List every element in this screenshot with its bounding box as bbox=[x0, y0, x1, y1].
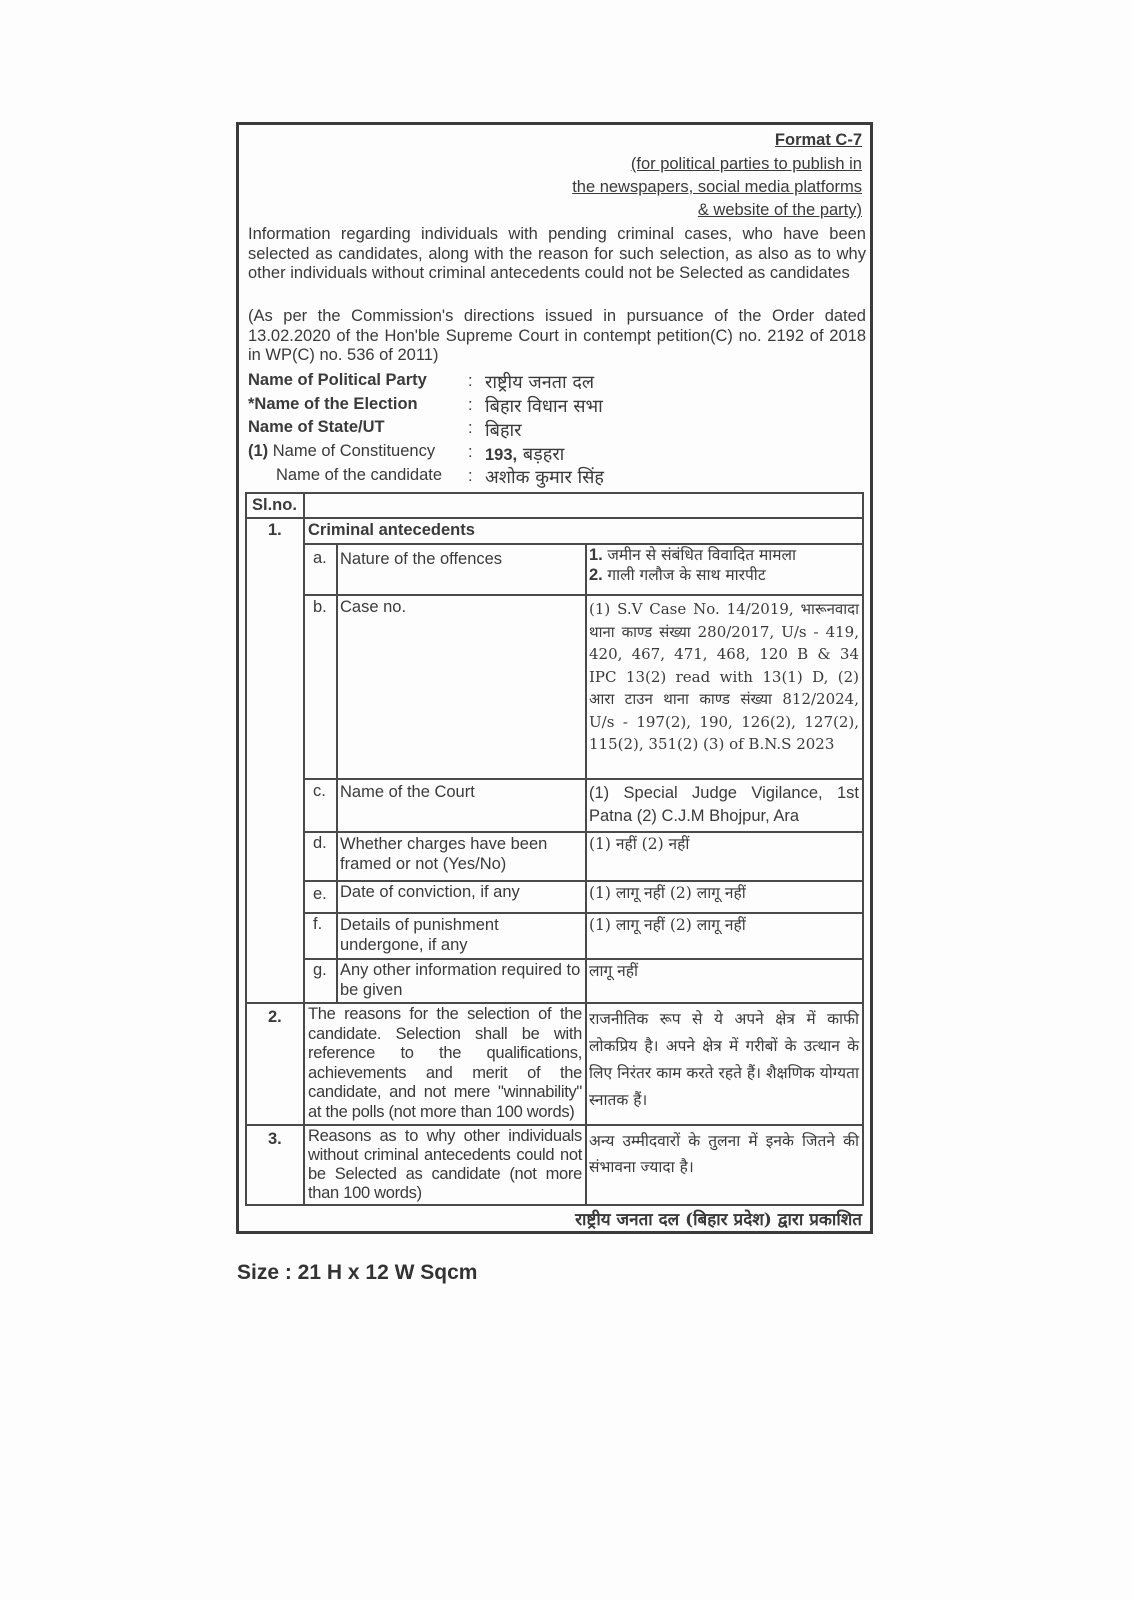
row-b-label: Case no. bbox=[340, 598, 407, 616]
directive-paragraph: (As per the Commission's directions issued in pursuance of the Order dated 13.02.2020 of the Hon'ble Supreme Court in contempt petition(C) no. 2192 of 2018 in WP(C) no. 536 of 2011) bbox=[248, 307, 866, 365]
format-subtitle-line-1: (for political parties to publish in bbox=[630, 155, 862, 173]
table-border-right bbox=[862, 492, 864, 1206]
format-subtitle-line-2: the newspapers, social media platforms bbox=[572, 178, 862, 196]
row-b-letter: b. bbox=[313, 598, 327, 616]
section-2-label: The reasons for the selection of the candidate. Selection shall be with reference to the qualifications, achievements and merit of the candidate, and not mere "winnability" at the polls (not more than 100 words) bbox=[308, 1005, 582, 1121]
offence-2-text: गाली गलौज के साथ मारपीट bbox=[607, 565, 766, 584]
row-g-label: Any other information required to be given bbox=[340, 961, 581, 999]
party-label: Name of Political Party bbox=[248, 371, 427, 389]
state-value: बिहार bbox=[485, 420, 522, 441]
election-colon: : bbox=[468, 396, 473, 414]
offence-1-text: जमीन से संबंधित विवादित मामला bbox=[607, 546, 797, 564]
state-colon: : bbox=[468, 419, 473, 437]
row-a-label: Nature of the offences bbox=[340, 550, 503, 568]
row-f-label: Details of punishment undergone, if any bbox=[340, 916, 499, 954]
constituency-prefix: (1) bbox=[248, 442, 269, 460]
section-2-value: राजनीतिक रूप से ये अपने क्षेत्र में काफी लोकप्रिय है। अपने क्षेत्र में गरीबों के उत्थान के लिए निरंतर काम करते रहते हैं। शैक्षणिक योग्यता स्नातक हैं। bbox=[589, 1010, 859, 1109]
constituency-label-text: Name of Constituency bbox=[272, 442, 436, 460]
row-divider bbox=[303, 594, 864, 596]
constituency-colon: : bbox=[468, 443, 473, 461]
value-column-divider bbox=[585, 543, 587, 1205]
constituency-value bbox=[485, 442, 564, 466]
row-c-value: (1) Special Judge Vigilance, 1st Patna (2) C.J.M Bhojpur, Ara bbox=[589, 784, 859, 825]
section-1-number: 1. bbox=[268, 521, 282, 539]
table-border-left bbox=[245, 492, 247, 1206]
size-note: Size : 21 H x 12 W Sqcm bbox=[237, 1261, 478, 1284]
section-3-label: Reasons as to why other individuals without criminal antecedents could not be Selected as candidate (not more than 100 words) bbox=[308, 1127, 582, 1202]
row-c-label: Name of the Court bbox=[340, 783, 475, 801]
row-divider bbox=[245, 1124, 864, 1126]
row-g-value: लागू नहीं bbox=[589, 962, 639, 980]
section-3-number: 3. bbox=[268, 1130, 282, 1148]
party-colon: : bbox=[468, 372, 473, 390]
state-label: Name of State/UT bbox=[248, 418, 385, 436]
notice-frame bbox=[236, 122, 873, 1234]
constituency-name: बड़हरा bbox=[522, 444, 565, 465]
candidate-label: Name of the candidate bbox=[276, 466, 443, 484]
row-d-letter: d. bbox=[313, 834, 327, 852]
format-subtitle-line-3: & website of the party) bbox=[697, 201, 862, 219]
row-b-value: (1) S.V Case No. 14/2019, भारूनवादा थाना काण्ड संख्या 280/2017, U/s - 419, 420, 467, 471, 468, 120 B & 34 IPC 13(2) read with 13(1) D, (2) आरा टाउन थाना काण्ड संख्या 812/2024, U/s - 197(2), 190, 126(2), 127(2), 115(2), 351(2) (3) of B.N.S 2023 bbox=[589, 600, 859, 753]
row-divider bbox=[245, 517, 864, 519]
slno-header: Sl.no. bbox=[252, 496, 297, 514]
letter-column-divider bbox=[336, 543, 338, 1003]
section-1-title: Criminal antecedents bbox=[308, 521, 475, 539]
candidate-colon: : bbox=[468, 467, 473, 485]
constituency-label bbox=[248, 442, 435, 461]
offence-1-num: 1. bbox=[589, 546, 603, 564]
row-e-letter: e. bbox=[313, 885, 327, 903]
election-value: बिहार विधान सभा bbox=[485, 396, 603, 417]
published-by: राष्ट्रीय जनता दल (बिहार प्रदेश) द्वारा प्रकाशित bbox=[575, 1210, 862, 1230]
row-g-letter: g. bbox=[313, 961, 327, 979]
row-d-label: Whether charges have been framed or not (Yes/No) bbox=[340, 835, 548, 873]
offence-2-num: 2. bbox=[589, 565, 603, 584]
table-border-top bbox=[245, 492, 864, 494]
row-a-value bbox=[589, 546, 859, 585]
row-e-label: Date of conviction, if any bbox=[340, 883, 520, 901]
row-divider bbox=[303, 880, 864, 882]
intro-paragraph: Information regarding individuals with pending criminal cases, who have been selected as candidates, along with the reason for such selection, as also as to why other individuals without criminal antecedents could not be Selected as candidates bbox=[248, 225, 866, 283]
row-a-letter: a. bbox=[313, 549, 327, 567]
section-2-number: 2. bbox=[268, 1008, 282, 1026]
party-value: राष्ट्रीय जनता दल bbox=[485, 372, 595, 393]
election-label: *Name of the Election bbox=[248, 395, 418, 413]
table-border-bottom bbox=[245, 1204, 864, 1206]
slno-column-divider bbox=[303, 492, 305, 1206]
row-c-letter: c. bbox=[313, 782, 326, 800]
section-3-value: अन्य उम्मीदवारों के तुलना में इनके जितने की संभावना ज्यादा है। bbox=[589, 1132, 859, 1176]
row-divider bbox=[303, 958, 864, 960]
row-d-value: (1) नहीं (2) नहीं bbox=[589, 835, 690, 853]
row-f-value: (1) लागू नहीं (2) लागू नहीं bbox=[589, 916, 746, 934]
format-title: Format C-7 bbox=[774, 131, 862, 149]
constituency-number: 193, bbox=[485, 446, 518, 464]
candidate-value: अशोक कुमार सिंह bbox=[485, 467, 604, 488]
row-divider bbox=[303, 778, 864, 780]
row-divider bbox=[303, 543, 864, 545]
row-divider bbox=[303, 912, 864, 914]
row-divider bbox=[245, 1002, 864, 1004]
row-f-letter: f. bbox=[313, 915, 323, 933]
row-divider bbox=[303, 831, 864, 833]
row-e-value: (1) लागू नहीं (2) लागू नहीं bbox=[589, 884, 746, 902]
